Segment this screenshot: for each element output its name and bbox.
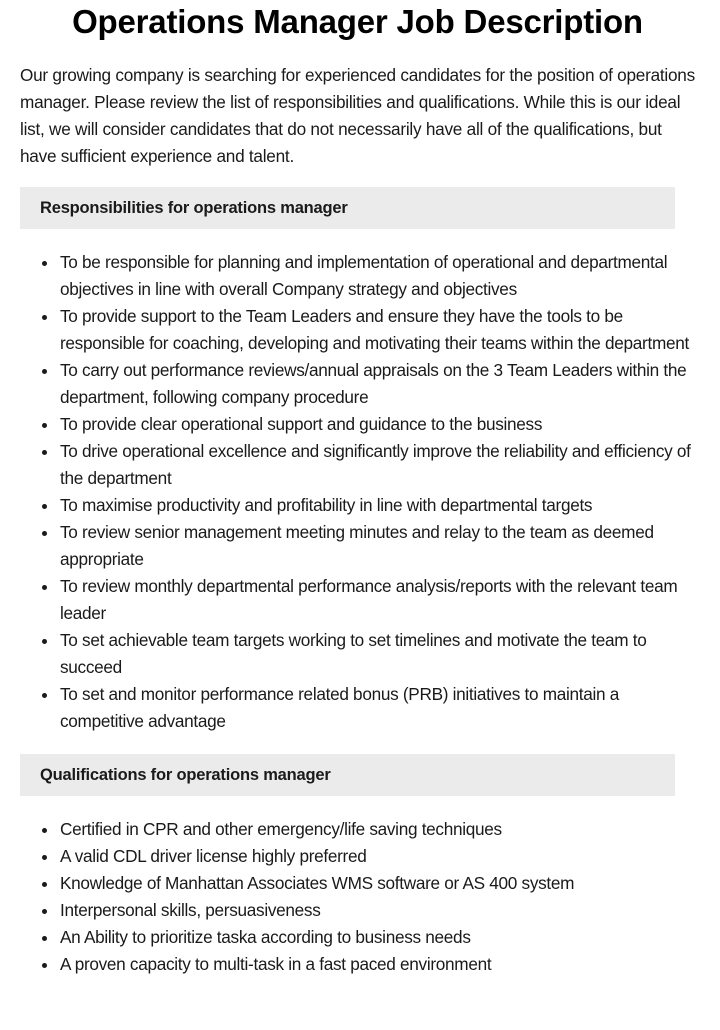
responsibility-item: To carry out performance reviews/annual appraisals on the 3 Team Leaders within the department, following company procedure [60,357,695,411]
qualifications-list [20,816,695,978]
qualification-item: A valid CDL driver license highly preferred [60,843,695,870]
responsibilities-heading: Responsibilities for operations manager [20,187,675,229]
responsibility-item: To maximise productivity and profitability in line with departmental targets [60,492,695,519]
responsibility-item: To provide support to the Team Leaders and ensure they have the tools to be responsible for coaching, developing and motivating their teams within the department [60,303,695,357]
responsibility-item: To be responsible for planning and implementation of operational and departmental objectives in line with overall Company strategy and objectives [60,249,695,303]
qualification-item: Certified in CPR and other emergency/life saving techniques [60,816,695,843]
qualification-item: Interpersonal skills, persuasiveness [60,897,695,924]
intro-paragraph: Our growing company is searching for experienced candidates for the position of operations manager. Please review the list of responsibilities and qualifications. While this is our ideal list, we will consider candidates that do not necessarily have all of the qualifications, but have sufficient experience and talent. [20,65,695,166]
qualifications-heading: Qualifications for operations manager [20,754,675,796]
qualification-item: An Ability to prioritize taska according to business needs [60,924,695,951]
qualification-item: A proven capacity to multi-task in a fast paced environment [60,951,695,978]
responsibility-item: To drive operational excellence and significantly improve the reliability and efficiency of the department [60,438,695,492]
responsibility-item: To review senior management meeting minutes and relay to the team as deemed appropriate [60,519,695,573]
page-title: Operations Manager Job Description [72,3,643,40]
responsibility-item: To set and monitor performance related bonus (PRB) initiatives to maintain a competitive advantage [60,681,695,735]
responsibilities-list [20,249,695,735]
responsibility-item: To review monthly departmental performance analysis/reports with the relevant team leader [60,573,695,627]
qualification-item: Knowledge of Manhattan Associates WMS software or AS 400 system [60,870,695,897]
responsibility-item: To set achievable team targets working to set timelines and motivate the team to succeed [60,627,695,681]
responsibility-item: To provide clear operational support and guidance to the business [60,411,695,438]
